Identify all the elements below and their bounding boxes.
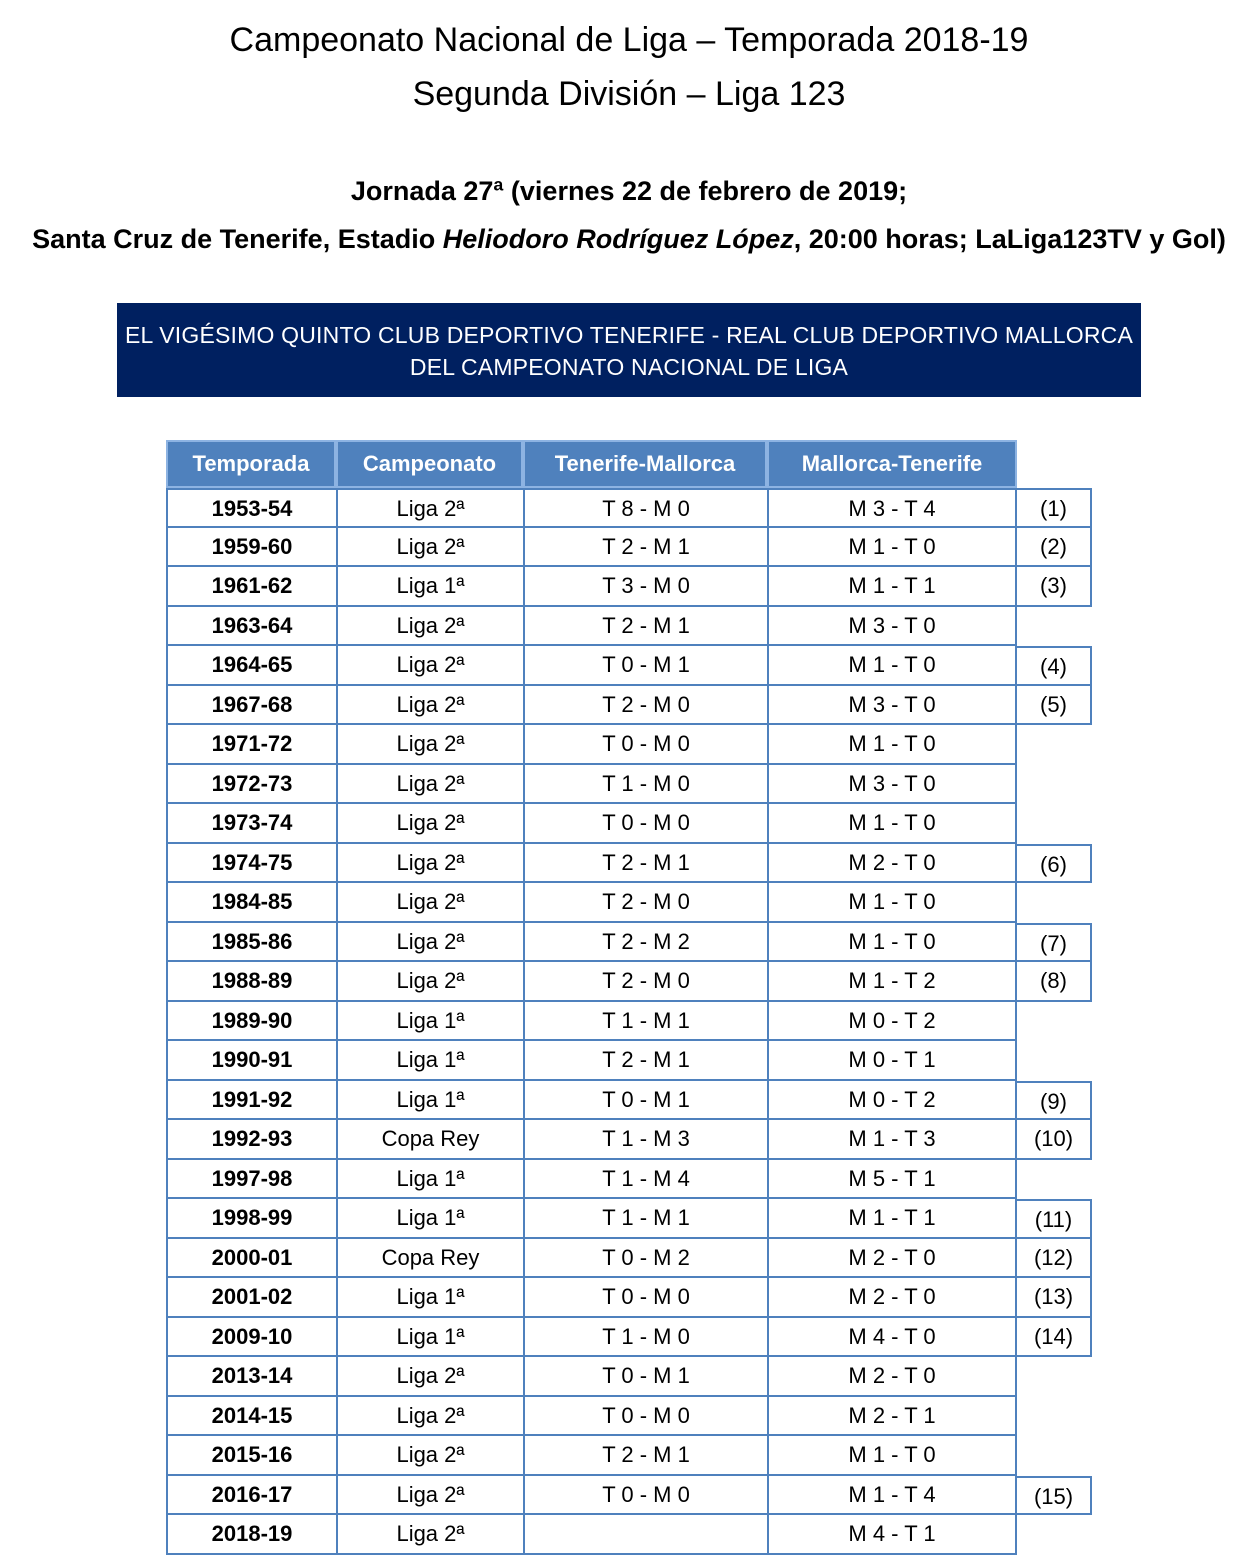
cell-campeonato: Liga 2ª xyxy=(336,528,523,568)
jornada-venue-suffix: , 20:00 horas; LaLiga123TV y Gol) xyxy=(793,224,1226,254)
cell-tenerife-mallorca: T 3 - M 0 xyxy=(523,567,767,607)
cell-note: (10) xyxy=(1017,1120,1092,1160)
banner-line-2: DEL CAMPEONATO NACIONAL DE LIGA xyxy=(409,354,849,380)
cell-note xyxy=(1017,1515,1092,1555)
cell-campeonato: Copa Rey xyxy=(336,1239,523,1279)
cell-note: (7) xyxy=(1017,923,1092,963)
cell-note xyxy=(1017,1397,1092,1437)
cell-tenerife-mallorca: T 2 - M 1 xyxy=(523,528,767,568)
cell-campeonato: Liga 1ª xyxy=(336,1041,523,1081)
cell-temporada: 2013-14 xyxy=(166,1357,336,1397)
table-row xyxy=(166,1436,1092,1476)
table-row xyxy=(166,1239,1092,1279)
cell-tenerife-mallorca: T 2 - M 0 xyxy=(523,962,767,1002)
cell-campeonato: Liga 2ª xyxy=(336,804,523,844)
header-mallorca-tenerife: Mallorca-Tenerife xyxy=(767,440,1017,488)
cell-mallorca-tenerife: M 1 - T 0 xyxy=(767,725,1017,765)
cell-tenerife-mallorca: T 1 - M 0 xyxy=(523,1318,767,1358)
table-row xyxy=(166,883,1092,923)
cell-temporada: 1967-68 xyxy=(166,686,336,726)
cell-temporada: 2018-19 xyxy=(166,1515,336,1555)
cell-mallorca-tenerife: M 1 - T 2 xyxy=(767,962,1017,1002)
cell-note xyxy=(1017,1357,1092,1397)
cell-note xyxy=(1017,1002,1092,1042)
table-row xyxy=(166,1081,1092,1121)
cell-mallorca-tenerife: M 2 - T 0 xyxy=(767,1239,1017,1279)
cell-note xyxy=(1017,765,1092,805)
cell-note xyxy=(1017,725,1092,765)
cell-tenerife-mallorca: T 0 - M 0 xyxy=(523,1476,767,1516)
cell-temporada: 1953-54 xyxy=(166,488,336,528)
cell-mallorca-tenerife: M 1 - T 0 xyxy=(767,804,1017,844)
cell-mallorca-tenerife: M 0 - T 2 xyxy=(767,1002,1017,1042)
cell-note xyxy=(1017,1041,1092,1081)
cell-campeonato: Liga 2ª xyxy=(336,1436,523,1476)
cell-temporada: 1984-85 xyxy=(166,883,336,923)
cell-campeonato: Liga 1ª xyxy=(336,1081,523,1121)
cell-temporada: 1961-62 xyxy=(166,567,336,607)
cell-campeonato: Liga 2ª xyxy=(336,1397,523,1437)
table-row xyxy=(166,1476,1092,1516)
cell-mallorca-tenerife: M 4 - T 0 xyxy=(767,1318,1017,1358)
cell-campeonato: Liga 2ª xyxy=(336,883,523,923)
table-row xyxy=(166,686,1092,726)
cell-tenerife-mallorca: T 1 - M 4 xyxy=(523,1160,767,1200)
cell-temporada: 1990-91 xyxy=(166,1041,336,1081)
jornada-line-2 xyxy=(0,222,1258,256)
table-row xyxy=(166,1120,1092,1160)
table-row xyxy=(166,804,1092,844)
cell-note: (4) xyxy=(1017,646,1092,686)
cell-tenerife-mallorca: T 0 - M 1 xyxy=(523,646,767,686)
cell-temporada: 1963-64 xyxy=(166,607,336,647)
cell-mallorca-tenerife: M 2 - T 0 xyxy=(767,844,1017,884)
cell-tenerife-mallorca: T 0 - M 2 xyxy=(523,1239,767,1279)
cell-note: (12) xyxy=(1017,1239,1092,1279)
cell-temporada: 1998-99 xyxy=(166,1199,336,1239)
cell-tenerife-mallorca: T 2 - M 0 xyxy=(523,686,767,726)
page-title: Campeonato Nacional de Liga – Temporada 2018-19 xyxy=(229,21,1029,59)
cell-mallorca-tenerife: M 2 - T 1 xyxy=(767,1397,1017,1437)
cell-mallorca-tenerife: M 4 - T 1 xyxy=(767,1515,1017,1555)
cell-campeonato: Liga 1ª xyxy=(336,1278,523,1318)
match-banner xyxy=(117,303,1141,397)
cell-temporada: 1988-89 xyxy=(166,962,336,1002)
cell-temporada: 2016-17 xyxy=(166,1476,336,1516)
cell-tenerife-mallorca: T 0 - M 1 xyxy=(523,1081,767,1121)
cell-campeonato: Liga 1ª xyxy=(336,1002,523,1042)
cell-mallorca-tenerife: M 3 - T 4 xyxy=(767,488,1017,528)
cell-temporada: 2000-01 xyxy=(166,1239,336,1279)
cell-mallorca-tenerife: M 1 - T 1 xyxy=(767,1199,1017,1239)
cell-tenerife-mallorca: T 0 - M 0 xyxy=(523,1278,767,1318)
table-row xyxy=(166,1002,1092,1042)
cell-temporada: 2009-10 xyxy=(166,1318,336,1358)
cell-tenerife-mallorca: T 1 - M 3 xyxy=(523,1120,767,1160)
cell-campeonato: Liga 2ª xyxy=(336,488,523,528)
page-subtitle: Segunda División – Liga 123 xyxy=(412,75,846,113)
cell-mallorca-tenerife: M 1 - T 3 xyxy=(767,1120,1017,1160)
cell-note: (13) xyxy=(1017,1278,1092,1318)
table-row xyxy=(166,646,1092,686)
table-row xyxy=(166,1041,1092,1081)
cell-campeonato: Copa Rey xyxy=(336,1120,523,1160)
cell-campeonato: Liga 2ª xyxy=(336,1476,523,1516)
cell-mallorca-tenerife: M 0 - T 2 xyxy=(767,1081,1017,1121)
cell-tenerife-mallorca: T 0 - M 0 xyxy=(523,804,767,844)
cell-campeonato: Liga 1ª xyxy=(336,1318,523,1358)
cell-tenerife-mallorca: T 2 - M 1 xyxy=(523,1041,767,1081)
header-temporada: Temporada xyxy=(166,440,336,488)
banner-line-1: EL VIGÉSIMO QUINTO CLUB DEPORTIVO TENERIFE - REAL CLUB DEPORTIVO MALLORCA xyxy=(124,322,1134,348)
cell-tenerife-mallorca: T 2 - M 0 xyxy=(523,883,767,923)
cell-campeonato: Liga 1ª xyxy=(336,567,523,607)
cell-note: (2) xyxy=(1017,528,1092,568)
cell-temporada: 1991-92 xyxy=(166,1081,336,1121)
cell-mallorca-tenerife: M 2 - T 0 xyxy=(767,1357,1017,1397)
cell-temporada: 1985-86 xyxy=(166,923,336,963)
table-row xyxy=(166,528,1092,568)
cell-campeonato: Liga 2ª xyxy=(336,686,523,726)
cell-campeonato: Liga 2ª xyxy=(336,923,523,963)
cell-note: (15) xyxy=(1017,1476,1092,1516)
cell-note xyxy=(1017,804,1092,844)
cell-campeonato: Liga 2ª xyxy=(336,844,523,884)
cell-temporada: 1973-74 xyxy=(166,804,336,844)
cell-temporada: 2015-16 xyxy=(166,1436,336,1476)
cell-mallorca-tenerife: M 1 - T 0 xyxy=(767,883,1017,923)
table-row xyxy=(166,1515,1092,1555)
cell-campeonato: Liga 2ª xyxy=(336,725,523,765)
cell-note xyxy=(1017,1160,1092,1200)
cell-mallorca-tenerife: M 1 - T 1 xyxy=(767,567,1017,607)
cell-note: (9) xyxy=(1017,1081,1092,1121)
cell-tenerife-mallorca: T 8 - M 0 xyxy=(523,488,767,528)
header-campeonato: Campeonato xyxy=(336,440,523,488)
cell-tenerife-mallorca: T 2 - M 1 xyxy=(523,1436,767,1476)
cell-tenerife-mallorca: T 0 - M 0 xyxy=(523,725,767,765)
cell-tenerife-mallorca: T 0 - M 1 xyxy=(523,1357,767,1397)
table-row xyxy=(166,725,1092,765)
jornada-line-1: Jornada 27ª (viernes 22 de febrero de 2019; xyxy=(350,176,908,206)
table-row xyxy=(166,1278,1092,1318)
table-row xyxy=(166,765,1092,805)
cell-campeonato: Liga 2ª xyxy=(336,962,523,1002)
cell-temporada: 1972-73 xyxy=(166,765,336,805)
cell-tenerife-mallorca xyxy=(523,1515,767,1555)
jornada-venue-prefix: Santa Cruz de Tenerife, Estadio xyxy=(32,224,443,254)
cell-mallorca-tenerife: M 1 - T 0 xyxy=(767,646,1017,686)
cell-temporada: 1964-65 xyxy=(166,646,336,686)
cell-mallorca-tenerife: M 1 - T 0 xyxy=(767,528,1017,568)
table-row xyxy=(166,923,1092,963)
table-row xyxy=(166,844,1092,884)
cell-tenerife-mallorca: T 0 - M 0 xyxy=(523,1397,767,1437)
table-row xyxy=(166,607,1092,647)
cell-campeonato: Liga 2ª xyxy=(336,765,523,805)
cell-note: (11) xyxy=(1017,1199,1092,1239)
cell-mallorca-tenerife: M 1 - T 4 xyxy=(767,1476,1017,1516)
cell-mallorca-tenerife: M 5 - T 1 xyxy=(767,1160,1017,1200)
cell-note xyxy=(1017,607,1092,647)
table-row xyxy=(166,488,1092,528)
table-row xyxy=(166,1357,1092,1397)
cell-campeonato: Liga 2ª xyxy=(336,607,523,647)
cell-temporada: 1971-72 xyxy=(166,725,336,765)
table-row xyxy=(166,1199,1092,1239)
jornada-stadium: Heliodoro Rodríguez López xyxy=(442,224,794,254)
cell-campeonato: Liga 2ª xyxy=(336,1515,523,1555)
cell-tenerife-mallorca: T 2 - M 2 xyxy=(523,923,767,963)
cell-campeonato: Liga 1ª xyxy=(336,1199,523,1239)
table-row xyxy=(166,1160,1092,1200)
cell-campeonato: Liga 1ª xyxy=(336,1160,523,1200)
cell-note: (14) xyxy=(1017,1318,1092,1358)
cell-mallorca-tenerife: M 0 - T 1 xyxy=(767,1041,1017,1081)
cell-campeonato: Liga 2ª xyxy=(336,646,523,686)
cell-temporada: 1997-98 xyxy=(166,1160,336,1200)
cell-tenerife-mallorca: T 1 - M 0 xyxy=(523,765,767,805)
cell-temporada: 1989-90 xyxy=(166,1002,336,1042)
cell-mallorca-tenerife: M 3 - T 0 xyxy=(767,765,1017,805)
cell-note: (5) xyxy=(1017,686,1092,726)
cell-mallorca-tenerife: M 1 - T 0 xyxy=(767,1436,1017,1476)
cell-note: (1) xyxy=(1017,488,1092,528)
cell-temporada: 2014-15 xyxy=(166,1397,336,1437)
cell-note: (6) xyxy=(1017,844,1092,884)
cell-mallorca-tenerife: M 3 - T 0 xyxy=(767,686,1017,726)
cell-temporada: 1959-60 xyxy=(166,528,336,568)
cell-note xyxy=(1017,1436,1092,1476)
table-row xyxy=(166,1397,1092,1437)
cell-tenerife-mallorca: T 1 - M 1 xyxy=(523,1199,767,1239)
cell-temporada: 1974-75 xyxy=(166,844,336,884)
cell-note: (8) xyxy=(1017,962,1092,1002)
cell-note xyxy=(1017,883,1092,923)
cell-campeonato: Liga 2ª xyxy=(336,1357,523,1397)
table-row xyxy=(166,567,1092,607)
cell-temporada: 2001-02 xyxy=(166,1278,336,1318)
table-row xyxy=(166,962,1092,1002)
cell-tenerife-mallorca: T 2 - M 1 xyxy=(523,607,767,647)
cell-note: (3) xyxy=(1017,567,1092,607)
header-tenerife-mallorca: Tenerife-Mallorca xyxy=(523,440,767,488)
cell-mallorca-tenerife: M 3 - T 0 xyxy=(767,607,1017,647)
cell-temporada: 1992-93 xyxy=(166,1120,336,1160)
cell-tenerife-mallorca: T 1 - M 1 xyxy=(523,1002,767,1042)
table-row xyxy=(166,1318,1092,1358)
cell-tenerife-mallorca: T 2 - M 1 xyxy=(523,844,767,884)
cell-mallorca-tenerife: M 2 - T 0 xyxy=(767,1278,1017,1318)
cell-mallorca-tenerife: M 1 - T 0 xyxy=(767,923,1017,963)
